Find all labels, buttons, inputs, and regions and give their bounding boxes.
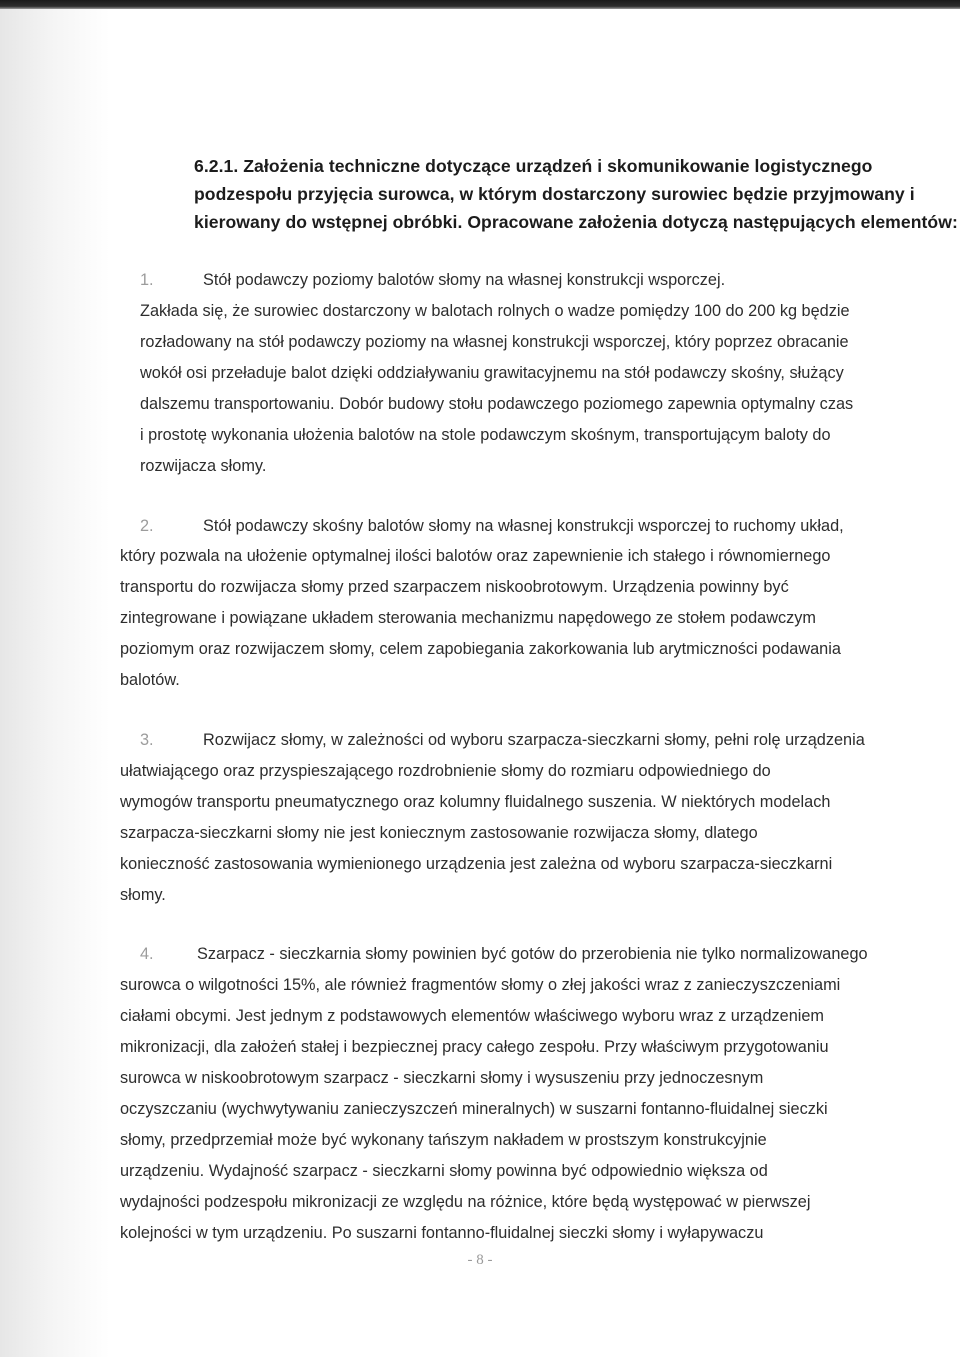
item-text-line: Stół podawczy skośny balotów słomy na własnej konstrukcji wsporczej to ruchomy układ,	[203, 517, 844, 535]
heading-line: 6.2.1. Założenia techniczne dotyczące urządzeń i skomunikowanie logistycznego	[194, 156, 873, 176]
item-text-line: balotów.	[120, 671, 180, 689]
item-text-line: wymogów transportu pneumatycznego oraz kolumny fluidalnego suszenia. W niektórych modelach	[120, 793, 831, 811]
item-text-line: surowca w niskoobrotowym szarpacz - sieczkarni słomy i wysuszeniu przy jednoczesnym	[120, 1069, 764, 1087]
item-text-line: szarpacza-sieczkarni słomy nie jest koniecznym zastosowanie rozwijacza słomy, dlatego	[120, 824, 758, 842]
item-text-line: transportu do rozwijacza słomy przed szarpaczem niskoobrotowym. Urządzenia powinny być	[120, 578, 789, 596]
item-text-line: rozładowany na stół podawczy poziomy na własnej konstrukcji wsporczej, który poprzez obracanie	[140, 333, 849, 351]
item-text-line: Zakłada się, że surowiec dostarczony w balotach rolnych o wadze pomiędzy 100 do 200 kg będzie	[140, 302, 850, 320]
page-number: - 8 -	[467, 1252, 493, 1268]
item-text-line: Szarpacz - sieczkarnia słomy powinien być gotów do przerobienia nie tylko normalizowanego	[197, 945, 868, 963]
item-text-line: Rozwijacz słomy, w zależności od wyboru szarpacza-sieczkarni słomy, pełni rolę urządzenia	[203, 731, 865, 749]
item-text-line: wokół osi przeładuje balot dzięki oddziaływaniu grawitacyjnemu na stół podawczy skośny, służący	[140, 364, 844, 382]
item-text-line: dalszemu transportowaniu. Dobór budowy stołu podawczego poziomego zapewnia optymalny czas	[140, 395, 854, 413]
item-number: 1.	[140, 271, 154, 289]
item-text-line: konieczność zastosowania wymienionego urządzenia jest zależna od wyboru szarpacza-sieczkarni	[120, 855, 833, 873]
item-text-line: i prostotę wykonania ułożenia balotów na stole podawczym skośnym, transportującym baloty do	[140, 426, 831, 444]
item-number: 3.	[140, 731, 154, 749]
item-text-line: ciałami obcymi. Jest jednym z podstawowych elementów właściwego wyboru wraz z urządzeniem	[120, 1007, 824, 1025]
item-text-line: rozwijacza słomy.	[140, 457, 267, 475]
item-text-line: oczyszczaniu (wychwytywaniu zanieczyszczeń mineralnych) w suszarni fontanno-fluidalnej sieczki	[120, 1100, 828, 1118]
item-text-line: wydajności podzespołu mikronizacji ze względu na różnice, które będą występować w pierwszej	[120, 1193, 811, 1211]
item-text-line: słomy, przedprzemiał może być wykonany tańszym nakładem w prostszym konstrukcyjnie	[120, 1131, 767, 1149]
item-text-line: surowca o wilgotności 15%, ale również fragmentów słomy o złej jakości wraz z zanieczyszczeniami	[120, 976, 841, 994]
item-text-line: zintegrowane i powiązane układem sterowania mechanizmu napędowego ze stołem podawczym	[120, 609, 816, 627]
item-number: 2.	[140, 517, 154, 535]
item-text-line: słomy.	[120, 886, 166, 904]
item-text-line: który pozwala na ułożenie optymalnej ilości balotów oraz zapewnienie ich stałego i równomiernego	[120, 547, 831, 565]
item-number: 4.	[140, 945, 154, 963]
section-heading	[194, 152, 958, 236]
item-text-line: Stół podawczy poziomy balotów słomy na własnej konstrukcji wsporczej.	[203, 271, 726, 289]
item-text-line: mikronizacji, dla założeń stałej i bezpiecznej pracy całego zespołu. Przy właściwym przygotowaniu	[120, 1038, 829, 1056]
item-text-line: kolejności w tym urządzeniu. Po suszarni fontanno-fluidalnej sieczki słomy i wyłapywaczu	[120, 1224, 764, 1242]
item-text-line: ułatwiającego oraz przyspieszającego rozdrobnienie słomy do rozmiaru odpowiedniego do	[120, 762, 771, 780]
item-text-line: urządzeniu. Wydajność szarpacz - sieczkarni słomy powinna być odpowiednio większa od	[120, 1162, 768, 1180]
heading-line: kierowany do wstępnej obróbki. Opracowane założenia dotyczą następujących elementów:	[194, 212, 958, 232]
heading-line: podzespołu przyjęcia surowca, w którym dostarczony surowiec będzie przyjmowany i	[194, 184, 915, 204]
item-text-line: poziomym oraz rozwijaczem słomy, celem zapobiegania zakorkowania lub arytmiczności podawania	[120, 640, 841, 658]
